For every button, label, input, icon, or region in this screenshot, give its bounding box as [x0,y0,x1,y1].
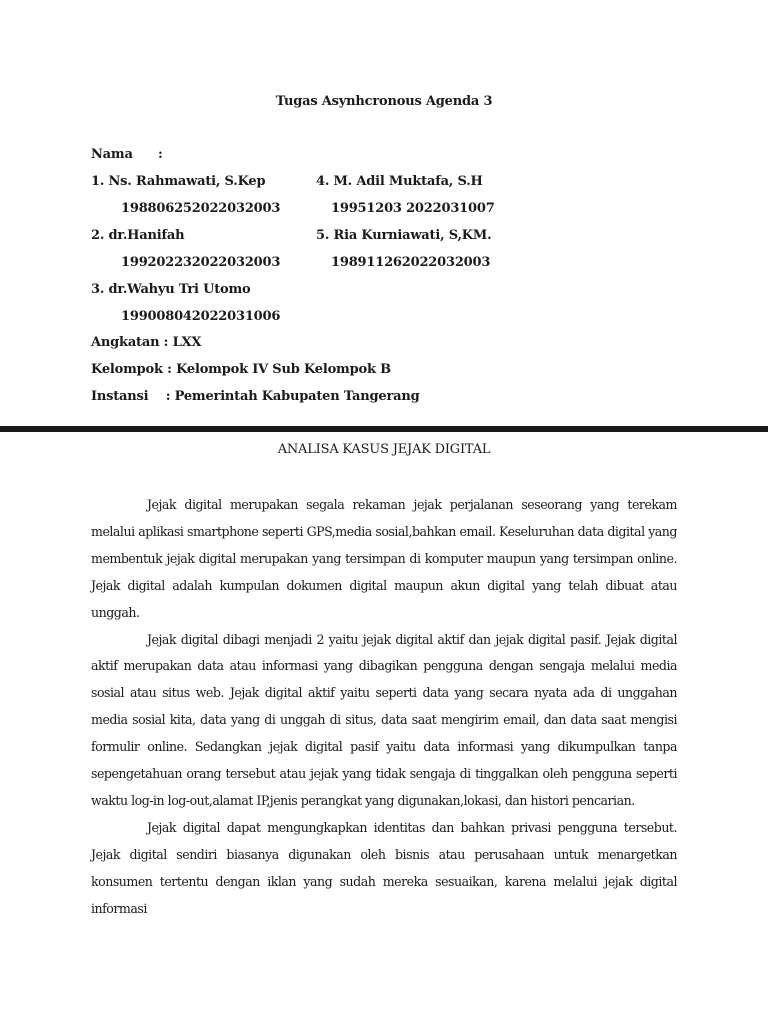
member-id: 198911262022032003 [331,255,491,270]
member-id: 198806252022032003 [121,201,281,216]
member-name: 1. Ns. Rahmawati, S.Kep [91,174,266,189]
nama-colon: : [158,147,163,162]
member-name: 5. Ria Kurniawati, S,KM. [316,228,492,243]
paragraph: Jejak digital merupakan segala rekaman jejak perjalanan seseorang yang terekam melalui aplikasi smartphone seperti GPS,media sosial,bahkan email. Keseluruhan data digital yang membentuk jejak digital merupakan yang tersimpan di komputer maupun yang tersimpan online. Jejak digital adalah kumpulan dokumen digital maupun akun digital yang telah dibuat atau unggah. [91,497,677,620]
member-id: 19951203 2022031007 [331,201,495,216]
kelompok-line: Kelompok : Kelompok IV Sub Kelompok B [91,362,391,377]
nama-label: Nama [91,147,133,162]
paragraph: Jejak digital dibagi menjadi 2 yaitu jejak digital aktif dan jejak digital pasif. Jejak digital aktif merupakan data atau informasi yang dibagikan pengguna dengan sengaja melalui media sosial atau situs web. Jejak digital aktif yaitu seperti data yang secara nyata ada di unggahan media sosial kita, data yang di unggah di situs, data saat mengirim email, dan data saat mengisi formulir online. Sedangkan jejak digital pasif yaitu data informasi yang dikumpulkan tanpa sepengetahuan orang tersebut atau jejak yang tidak sengaja di tinggalkan oleh pengguna seperti waktu log-in log-out,alamat IP,jenis perangkat yang digunakan,lokasi, dan histori pencarian. [91,631,677,808]
member-id: 199008042022031006 [121,309,281,324]
horizontal-divider [0,426,768,432]
member-name: 4. M. Adil Muktafa, S.H [316,174,483,189]
document-title: Tugas Asynhcronous Agenda 3 [275,94,493,109]
paragraph: Jejak digital dapat mengungkapkan identitas dan bahkan privasi pengguna tersebut. Jejak digital sendiri biasanya digunakan oleh bisnis atau perusahaan untuk menargetkan konsumen tertentu dengan iklan yang sudah mereka sesuaikan, karena melalui jejak digital informasi [91,819,677,916]
member-name: 3. dr.Wahyu Tri Utomo [91,282,251,297]
member-id: 199202232022032003 [121,255,281,270]
angkatan-line: Angkatan : LXX [91,335,202,350]
member-name: 2. dr.Hanifah [91,228,185,243]
body-text [91,492,677,923]
section-title: ANALISA KASUS JEJAK DIGITAL [277,442,491,457]
instansi-line: Instansi : Pemerintah Kabupaten Tangerang [91,389,420,404]
